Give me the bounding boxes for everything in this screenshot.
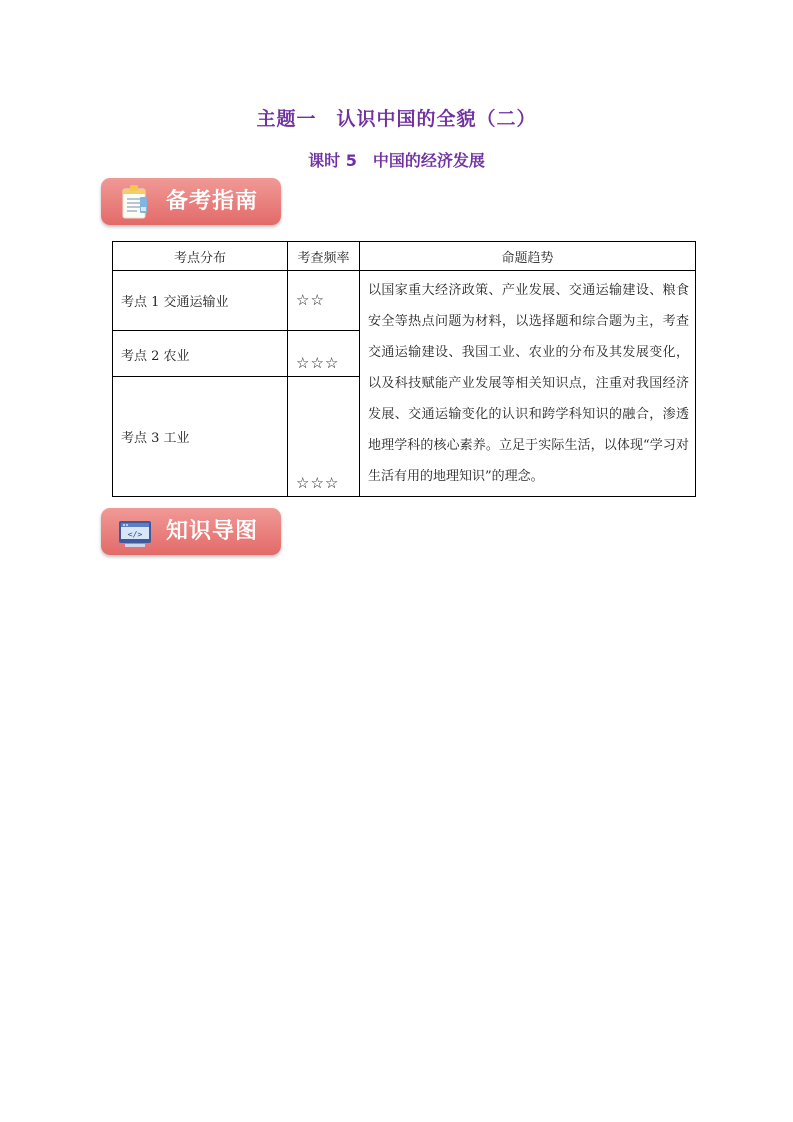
header-frequency: 考查频率 [288, 242, 360, 271]
exam-point-industry: 考点 3 工业 [113, 377, 288, 497]
knowledge-map-banner [101, 508, 281, 555]
svg-text:</>: </> [127, 530, 143, 539]
code-monitor-icon [117, 513, 153, 551]
exam-point-agriculture: 考点 2 农业 [113, 330, 288, 376]
frequency-stars: ☆☆☆ [288, 377, 360, 497]
header-exam-points: 考点分布 [113, 242, 288, 271]
header-trend: 命题趋势 [360, 242, 696, 271]
lesson-subtitle: 课时 5 中国的经济发展 [308, 151, 485, 170]
table-row [113, 271, 696, 331]
exam-guide-label: 备考指南 [166, 189, 259, 214]
exam-point-table [112, 241, 696, 497]
trend-description: 以国家重大经济政策、产业发展、交通运输建设、粮食安全等热点问题为材料，以选择题和综合题为主，考查交通运输建设、我国工业、农业的分布及其发展变化，以及科技赋能产业发展等相关知识点，注重对我国经济发展、交通运输变化的认识和跨学科知识的融合，渗透地理学科的核心素养。立足于实际生活，以体现“学习对生活有用的地理知识”的理念。 [360, 271, 696, 497]
clipboard-document-icon [117, 183, 153, 221]
exam-guide-banner [101, 178, 281, 225]
exam-point-transport: 考点 1 交通运输业 [113, 271, 288, 331]
frequency-stars: ☆☆ [288, 271, 360, 331]
knowledge-map-label: 知识导图 [166, 519, 259, 544]
page-title: 主题一 认识中国的全貌（二） [256, 108, 537, 130]
table-header-row [113, 242, 696, 271]
frequency-stars: ☆☆☆ [288, 330, 360, 376]
